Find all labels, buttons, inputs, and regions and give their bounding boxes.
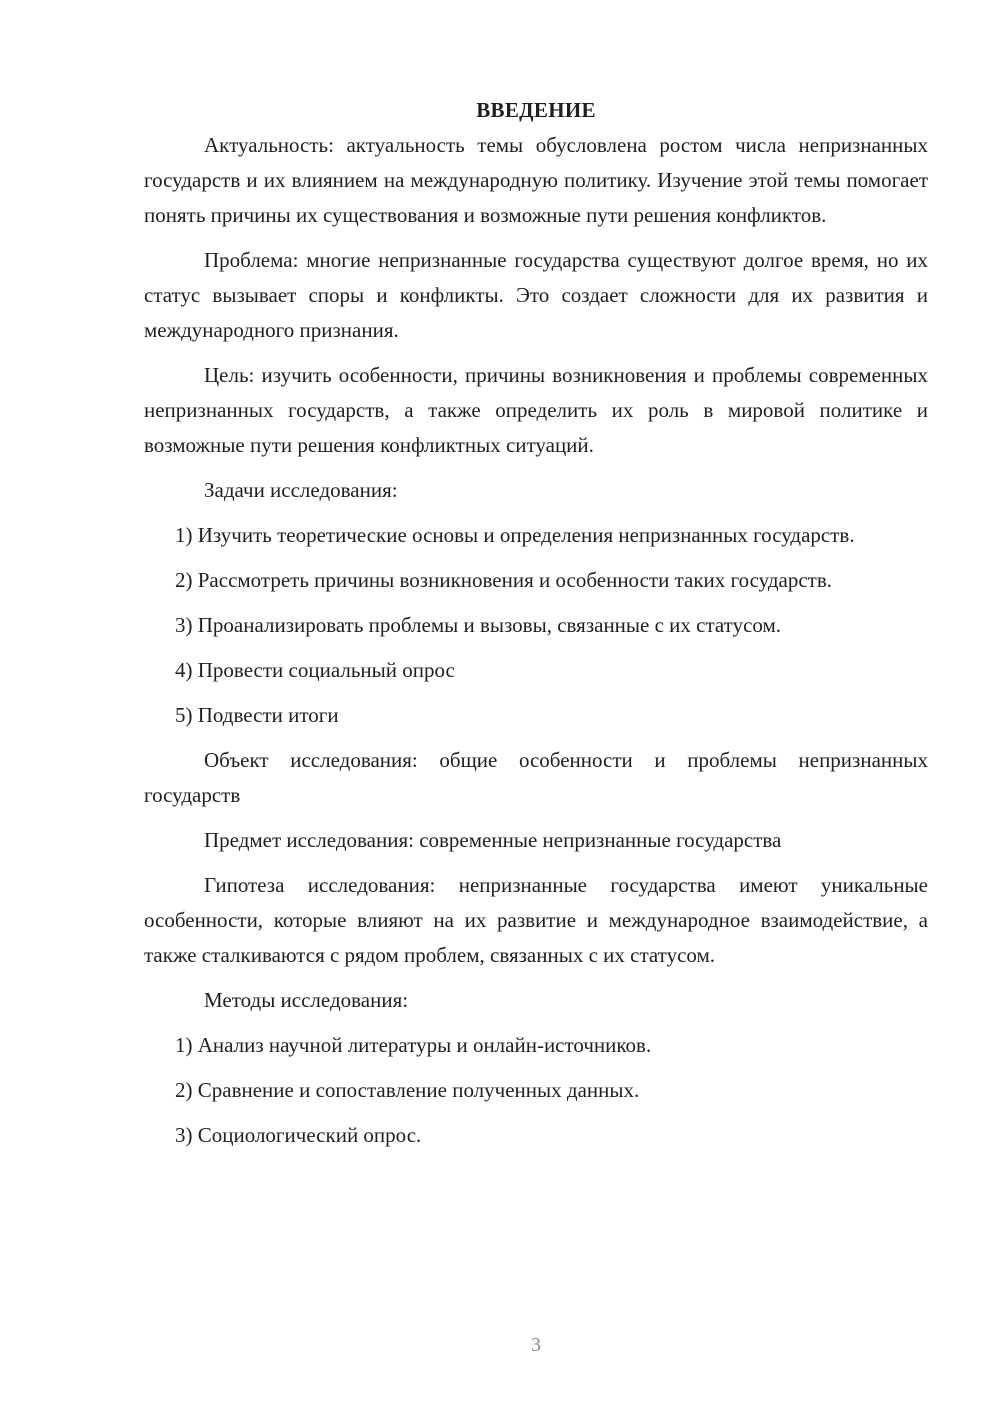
page-number: 3	[531, 1334, 541, 1356]
relevance-paragraph: Актуальность: актуальность темы обусловлена ростом числа непризнанных государств и их влиянием на международную политику. Изучение этой темы помогает понять причины их существования и возможные пути решения конфликтов.	[144, 133, 928, 227]
method-item: 3) Социологический опрос.	[175, 1123, 422, 1147]
section-title: ВВЕДЕНИЕ	[476, 98, 596, 122]
document-page	[144, 96, 928, 1163]
method-item: 2) Сравнение и сопоставление полученных данных.	[175, 1078, 640, 1102]
task-item: 4) Провести социальный опрос	[175, 658, 455, 682]
problem-paragraph: Проблема: многие непризнанные государства существуют долгое время, но их статус вызывает споры и конфликты. Это создает сложности для их развития и международного признания.	[144, 248, 928, 342]
hypothesis-paragraph: Гипотеза исследования: непризнанные государства имеют уникальные особенности, которые влияют на их развитие и международное взаимодействие, а также сталкиваются с рядом проблем, связанных с их статусом.	[144, 873, 928, 967]
methods-heading: Методы исследования:	[204, 988, 409, 1012]
task-item: 3) Проанализировать проблемы и вызовы, связанные с их статусом.	[175, 613, 782, 637]
subject-paragraph: Предмет исследования: современные непризнанные государства	[204, 828, 782, 852]
tasks-heading: Задачи исследования:	[204, 478, 398, 502]
task-item: 5) Подвести итоги	[175, 703, 339, 727]
goal-paragraph: Цель: изучить особенности, причины возникновения и проблемы современных непризнанных государств, а также определить их роль в мировой политике и возможные пути решения конфликтных ситуаций.	[144, 363, 928, 457]
method-item: 1) Анализ научной литературы и онлайн-источников.	[175, 1033, 652, 1057]
task-item: 2) Рассмотреть причины возникновения и особенности таких государств.	[175, 568, 833, 592]
object-paragraph: Объект исследования: общие особенности и проблемы непризнанных государств	[144, 748, 928, 807]
task-item: 1) Изучить теоретические основы и определения непризнанных государств.	[175, 523, 855, 547]
